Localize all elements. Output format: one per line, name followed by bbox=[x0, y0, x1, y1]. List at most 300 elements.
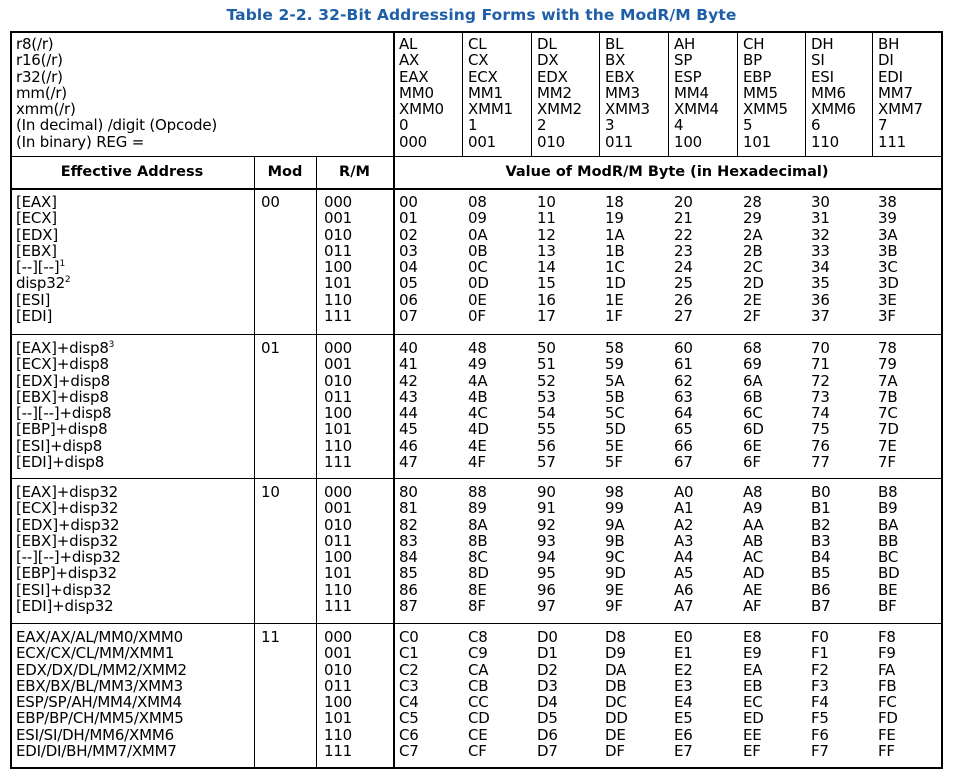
reg-column-line bbox=[674, 101, 719, 117]
modrm-hex-column-text: 8D bbox=[468, 564, 489, 583]
modrm-hex-column-line bbox=[468, 389, 489, 405]
modrm-hex-column-line bbox=[674, 662, 693, 678]
modrm-hex-column-line bbox=[399, 275, 418, 291]
modrm-hex-column-text: 75 bbox=[811, 420, 830, 439]
modrm-hex-column-text: 28 bbox=[743, 193, 762, 211]
modrm-hex-column-line bbox=[878, 259, 899, 275]
effective-address-list-text: [EAX]+disp8 bbox=[16, 339, 109, 357]
modrm-hex-column-text: 0E bbox=[468, 290, 487, 309]
modrm-hex-column bbox=[878, 484, 899, 614]
modrm-hex-column-text: C2 bbox=[399, 660, 419, 679]
reg-column-text: DI bbox=[878, 51, 894, 70]
modrm-hex-column-text: D2 bbox=[537, 660, 558, 679]
header-mod: Mod bbox=[267, 164, 303, 180]
modrm-hex-column-line bbox=[468, 243, 489, 259]
modrm-hex-column-text: 88 bbox=[468, 483, 487, 501]
rm-list-line bbox=[324, 308, 352, 324]
modrm-hex-column-line bbox=[743, 484, 764, 500]
modrm-hex-column-line bbox=[605, 454, 626, 470]
modrm-hex-column-text: 66 bbox=[674, 436, 693, 455]
modrm-hex-column-line bbox=[468, 373, 489, 389]
modrm-hex-column-line bbox=[605, 210, 626, 226]
modrm-hex-column-text: 00 bbox=[399, 193, 418, 211]
mod-value bbox=[261, 629, 280, 645]
modrm-hex-column-text: F6 bbox=[811, 725, 829, 744]
modrm-hex-column-text: E6 bbox=[674, 725, 693, 744]
modrm-hex-column-line bbox=[811, 243, 830, 259]
modrm-hex-column bbox=[605, 629, 628, 759]
effective-address-list-text: ESI/SI/DH/MM6/XMM6 bbox=[16, 725, 174, 744]
rule-line bbox=[254, 156, 255, 767]
modrm-hex-column-line bbox=[743, 710, 764, 726]
modrm-hex-column-line bbox=[468, 500, 489, 516]
modrm-hex-column-line bbox=[399, 727, 419, 743]
modrm-hex-column-text: 82 bbox=[399, 515, 418, 534]
reg-column-line bbox=[537, 134, 582, 150]
modrm-hex-column-line bbox=[468, 743, 490, 759]
modrm-hex-column-line bbox=[605, 227, 626, 243]
modrm-hex-column-line bbox=[468, 517, 489, 533]
reg-column-text: MM1 bbox=[468, 83, 503, 102]
reg-labels-text: r8(/r) bbox=[16, 35, 54, 53]
mod-value-line bbox=[261, 194, 280, 210]
modrm-hex-column-line bbox=[743, 194, 764, 210]
modrm-hex-column-text: 63 bbox=[674, 387, 693, 406]
modrm-hex-column-text: F8 bbox=[878, 628, 896, 646]
reg-column-text: EDI bbox=[878, 67, 903, 86]
reg-column-text: CH bbox=[743, 35, 765, 53]
modrm-hex-column-text: 6B bbox=[743, 387, 763, 406]
rm-list-text: 100 bbox=[324, 693, 353, 712]
reg-column-line bbox=[468, 134, 513, 150]
effective-address-list-line bbox=[16, 662, 187, 678]
reg-column-text: ESP bbox=[674, 67, 702, 86]
reg-column-line bbox=[811, 134, 856, 150]
rm-list-text: 101 bbox=[324, 274, 353, 293]
modrm-hex-column-line bbox=[605, 308, 626, 324]
effective-address-list-text: [EDX] bbox=[16, 225, 59, 244]
modrm-hex-column-text: EB bbox=[743, 676, 763, 695]
footnote-marker: 3 bbox=[108, 340, 115, 350]
modrm-hex-column-line bbox=[878, 678, 898, 694]
modrm-hex-column-text: 08 bbox=[468, 193, 487, 211]
modrm-hex-column-text: 97 bbox=[537, 597, 556, 616]
modrm-hex-column-text: 17 bbox=[537, 307, 556, 326]
reg-column bbox=[743, 36, 788, 150]
reg-labels-line bbox=[16, 117, 217, 133]
modrm-hex-column-line bbox=[537, 598, 556, 614]
effective-address-list bbox=[16, 484, 121, 614]
modrm-hex-column-line bbox=[811, 373, 830, 389]
modrm-hex-column-text: 9B bbox=[605, 531, 625, 550]
modrm-hex-column bbox=[468, 629, 490, 759]
effective-address-list-text: [ECX]+disp32 bbox=[16, 499, 119, 518]
reg-column-line bbox=[878, 101, 923, 117]
modrm-hex-column-text: AD bbox=[743, 564, 765, 583]
modrm-hex-column-line bbox=[537, 710, 558, 726]
modrm-hex-column-text: A2 bbox=[674, 515, 694, 534]
modrm-hex-column-line bbox=[537, 727, 558, 743]
modrm-hex-column-line bbox=[674, 438, 693, 454]
rm-list-text: 011 bbox=[324, 241, 353, 260]
rule-line bbox=[805, 31, 806, 156]
rm-list-line bbox=[324, 629, 352, 645]
reg-column-line bbox=[399, 117, 444, 133]
effective-address-list-text: ECX/CX/CL/MM/XMM1 bbox=[16, 644, 175, 663]
modrm-hex-column-text: BF bbox=[878, 597, 897, 616]
reg-column-text: DH bbox=[811, 35, 834, 53]
modrm-hex-column-line bbox=[537, 582, 556, 598]
modrm-hex-column-line bbox=[537, 565, 556, 581]
reg-labels-line bbox=[16, 101, 217, 117]
modrm-hex-column-text: AA bbox=[743, 515, 764, 534]
rm-list bbox=[324, 194, 352, 324]
modrm-hex-column bbox=[605, 194, 626, 324]
modrm-hex-column-text: 87 bbox=[399, 597, 418, 616]
modrm-hex-column-line bbox=[537, 308, 556, 324]
modrm-hex-column-text: 41 bbox=[399, 355, 418, 374]
effective-address-list-text: EDX/DX/DL/MM2/XMM2 bbox=[16, 660, 187, 679]
rm-list bbox=[324, 340, 352, 470]
effective-address-list-line bbox=[16, 438, 114, 454]
modrm-hex-column-text: 38 bbox=[878, 193, 897, 211]
reg-column-line bbox=[674, 134, 719, 150]
reg-column-text: XMM0 bbox=[399, 100, 444, 119]
modrm-hex-column-line bbox=[743, 629, 764, 645]
modrm-hex-column bbox=[537, 629, 558, 759]
modrm-hex-column-text: 0D bbox=[468, 274, 489, 293]
modrm-hex-column-text: 9F bbox=[605, 597, 623, 616]
reg-column-line bbox=[537, 36, 582, 52]
modrm-hex-column-line bbox=[537, 389, 556, 405]
modrm-hex-column-text: FC bbox=[878, 693, 897, 712]
effective-address-list bbox=[16, 629, 187, 759]
modrm-hex-column-line bbox=[743, 340, 764, 356]
modrm-hex-column-line bbox=[605, 275, 626, 291]
reg-column-line bbox=[537, 69, 582, 85]
reg-column-line bbox=[605, 69, 650, 85]
modrm-hex-column-text: 4D bbox=[468, 420, 489, 439]
reg-column-text: AX bbox=[399, 51, 420, 70]
rm-list-text: 110 bbox=[324, 580, 353, 599]
effective-address-list-line bbox=[16, 727, 187, 743]
modrm-hex-column-text: 07 bbox=[399, 307, 418, 326]
modrm-hex-column-line bbox=[468, 598, 489, 614]
modrm-hex-column-line bbox=[878, 275, 899, 291]
rm-list-line bbox=[324, 275, 352, 291]
modrm-hex-column-line bbox=[468, 582, 489, 598]
modrm-hex-column bbox=[811, 484, 830, 614]
modrm-hex-column-text: D3 bbox=[537, 676, 558, 695]
modrm-hex-column-line bbox=[399, 678, 419, 694]
modrm-hex-column-line bbox=[468, 629, 490, 645]
modrm-hex-column-line bbox=[468, 405, 489, 421]
reg-column-text: BL bbox=[605, 35, 624, 53]
effective-address-list-line bbox=[16, 210, 70, 226]
modrm-hex-column-text: F3 bbox=[811, 676, 829, 695]
modrm-hex-column-line bbox=[811, 275, 830, 291]
modrm-hex-column-text: 23 bbox=[674, 241, 693, 260]
effective-address-list-line bbox=[16, 340, 114, 356]
modrm-hex-column-line bbox=[878, 598, 899, 614]
rm-list-text: 111 bbox=[324, 307, 353, 326]
modrm-hex-column-text: 0B bbox=[468, 241, 488, 260]
reg-column-line bbox=[878, 117, 923, 133]
modrm-hex-column-text: 69 bbox=[743, 355, 762, 374]
effective-address-list bbox=[16, 340, 114, 470]
modrm-hex-column-line bbox=[878, 421, 899, 437]
rm-list-line bbox=[324, 565, 352, 581]
modrm-hex-column-line bbox=[674, 356, 693, 372]
modrm-hex-column-line bbox=[399, 598, 418, 614]
modrm-hex-column-line bbox=[878, 710, 898, 726]
reg-column-line bbox=[605, 36, 650, 52]
modrm-hex-column-line bbox=[743, 421, 764, 437]
reg-column-line bbox=[743, 134, 788, 150]
modrm-hex-column-text: B6 bbox=[811, 580, 831, 599]
mod-value bbox=[261, 484, 280, 500]
modrm-hex-column-line bbox=[674, 405, 693, 421]
modrm-hex-column-line bbox=[878, 356, 899, 372]
modrm-hex-column-line bbox=[811, 292, 830, 308]
rm-list-text: 101 bbox=[324, 564, 353, 583]
modrm-hex-column-text: D8 bbox=[605, 628, 626, 646]
reg-column-line bbox=[537, 52, 582, 68]
modrm-hex-column-line bbox=[399, 484, 418, 500]
modrm-hex-column bbox=[605, 340, 626, 470]
rule-line bbox=[10, 31, 943, 33]
modrm-hex-column-text: 39 bbox=[878, 209, 897, 228]
reg-column-line bbox=[743, 85, 788, 101]
modrm-hex-column-line bbox=[399, 517, 418, 533]
modrm-hex-column-line bbox=[537, 549, 556, 565]
modrm-hex-column-text: 73 bbox=[811, 387, 830, 406]
modrm-hex-column-text: FF bbox=[878, 742, 895, 761]
modrm-hex-column-line bbox=[878, 500, 899, 516]
modrm-hex-column-text: CC bbox=[468, 693, 489, 712]
rm-list-text: 110 bbox=[324, 290, 353, 309]
modrm-hex-column-text: 36 bbox=[811, 290, 830, 309]
modrm-hex-column-line bbox=[468, 549, 489, 565]
reg-column-line bbox=[674, 69, 719, 85]
modrm-hex-column-text: EF bbox=[743, 742, 761, 761]
rule-line bbox=[10, 478, 941, 479]
rm-list-line bbox=[324, 500, 352, 516]
reg-column-line bbox=[468, 52, 513, 68]
modrm-hex-column-text: 1D bbox=[605, 274, 626, 293]
modrm-hex-column bbox=[743, 340, 764, 470]
modrm-hex-column-text: 32 bbox=[811, 225, 830, 244]
rm-list-text: 111 bbox=[324, 742, 353, 761]
modrm-hex-column-text: 2A bbox=[743, 225, 763, 244]
rule-line bbox=[737, 31, 738, 156]
modrm-hex-column-line bbox=[605, 694, 628, 710]
modrm-hex-column bbox=[537, 484, 556, 614]
modrm-hex-column-line bbox=[811, 421, 830, 437]
rm-list-line bbox=[324, 662, 352, 678]
modrm-hex-column-line bbox=[674, 694, 693, 710]
modrm-hex-column-text: EE bbox=[743, 725, 762, 744]
modrm-hex-column-text: A7 bbox=[674, 597, 694, 616]
modrm-hex-column-text: 18 bbox=[605, 193, 624, 211]
effective-address-list-text: [--][--]+disp8 bbox=[16, 404, 112, 423]
modrm-hex-column-text: 50 bbox=[537, 339, 556, 357]
rule-line bbox=[462, 31, 463, 156]
effective-address-list-text: [EAX]+disp32 bbox=[16, 483, 118, 501]
modrm-hex-column-line bbox=[468, 421, 489, 437]
modrm-hex-column-line bbox=[674, 389, 693, 405]
reg-column bbox=[605, 36, 650, 150]
modrm-hex-column-line bbox=[537, 662, 558, 678]
modrm-hex-column-line bbox=[743, 582, 764, 598]
modrm-hex-column-text: 68 bbox=[743, 339, 762, 357]
modrm-hex-column-text: 99 bbox=[605, 499, 624, 518]
modrm-hex-column-text: 90 bbox=[537, 483, 556, 501]
modrm-hex-column-text: C7 bbox=[399, 742, 419, 761]
modrm-hex-column-text: 78 bbox=[878, 339, 897, 357]
effective-address-list-line bbox=[16, 517, 121, 533]
modrm-hex-column-text: 31 bbox=[811, 209, 830, 228]
rm-list-line bbox=[324, 210, 352, 226]
modrm-hex-column-text: CE bbox=[468, 725, 488, 744]
modrm-hex-column-text: 91 bbox=[537, 499, 556, 518]
rm-list-text: 111 bbox=[324, 453, 353, 472]
reg-column-line bbox=[743, 36, 788, 52]
modrm-hex-column-line bbox=[537, 405, 556, 421]
reg-column-text: XMM5 bbox=[743, 100, 788, 119]
modrm-hex-column-line bbox=[743, 694, 764, 710]
reg-column-text: MM3 bbox=[605, 83, 640, 102]
reg-column-text: SP bbox=[674, 51, 693, 70]
modrm-hex-column-text: 02 bbox=[399, 225, 418, 244]
modrm-hex-column-text: B5 bbox=[811, 564, 831, 583]
modrm-hex-column bbox=[878, 194, 899, 324]
rm-list-line bbox=[324, 533, 352, 549]
reg-column-line bbox=[811, 36, 856, 52]
modrm-hex-column-text: 84 bbox=[399, 548, 418, 567]
modrm-hex-column-line bbox=[878, 227, 899, 243]
reg-column-text: SI bbox=[811, 51, 825, 70]
reg-column-text: 010 bbox=[537, 132, 566, 151]
modrm-hex-column-line bbox=[811, 565, 830, 581]
modrm-hex-column-line bbox=[811, 598, 830, 614]
modrm-hex-column-text: D0 bbox=[537, 628, 558, 646]
reg-column-line bbox=[537, 101, 582, 117]
modrm-hex-column-text: BE bbox=[878, 580, 898, 599]
modrm-hex-column-text: E8 bbox=[743, 628, 762, 646]
reg-column-line bbox=[605, 134, 650, 150]
modrm-hex-column-text: E0 bbox=[674, 628, 693, 646]
modrm-hex-column-text: 29 bbox=[743, 209, 762, 228]
modrm-hex-column-line bbox=[811, 694, 829, 710]
modrm-hex-column-line bbox=[537, 356, 556, 372]
modrm-hex-column-text: FB bbox=[878, 676, 897, 695]
effective-address-list-line bbox=[16, 694, 187, 710]
modrm-hex-column-line bbox=[674, 243, 693, 259]
modrm-hex-column bbox=[468, 340, 489, 470]
rm-list-line bbox=[324, 598, 352, 614]
modrm-hex-column-text: C0 bbox=[399, 628, 419, 646]
rm-list-text: 001 bbox=[324, 355, 353, 374]
modrm-hex-column-line bbox=[468, 210, 489, 226]
modrm-hex-column-text: 2D bbox=[743, 274, 764, 293]
modrm-hex-column-line bbox=[743, 356, 764, 372]
modrm-hex-column-text: 1E bbox=[605, 290, 624, 309]
modrm-hex-column-text: DD bbox=[605, 709, 628, 728]
rm-list-text: 100 bbox=[324, 258, 353, 277]
modrm-hex-column-line bbox=[878, 743, 898, 759]
effective-address-list-line bbox=[16, 292, 70, 308]
modrm-hex-column bbox=[878, 629, 898, 759]
modrm-hex-column-line bbox=[674, 565, 693, 581]
modrm-hex-column-text: 15 bbox=[537, 274, 556, 293]
reg-column-line bbox=[399, 69, 444, 85]
modrm-hex-column-line bbox=[537, 292, 556, 308]
reg-column-line bbox=[878, 134, 923, 150]
modrm-hex-column-line bbox=[399, 405, 418, 421]
rule-line bbox=[872, 31, 873, 156]
modrm-hex-column-text: FE bbox=[878, 725, 896, 744]
reg-column-line bbox=[468, 36, 513, 52]
effective-address-list-line bbox=[16, 743, 187, 759]
modrm-hex-column-line bbox=[878, 484, 899, 500]
modrm-hex-column-text: 6C bbox=[743, 404, 763, 423]
modrm-hex-column-line bbox=[399, 389, 418, 405]
effective-address-list-line bbox=[16, 484, 121, 500]
modrm-hex-column bbox=[674, 484, 693, 614]
modrm-hex-column-text: D6 bbox=[537, 725, 558, 744]
modrm-hex-column-text: 05 bbox=[399, 274, 418, 293]
modrm-hex-column-line bbox=[878, 533, 899, 549]
modrm-hex-column-line bbox=[605, 678, 628, 694]
modrm-hex-column-text: 61 bbox=[674, 355, 693, 374]
modrm-hex-column-line bbox=[605, 484, 626, 500]
rule-line bbox=[10, 623, 941, 624]
modrm-hex-column-text: 60 bbox=[674, 339, 693, 357]
modrm-hex-column-text: A1 bbox=[674, 499, 694, 518]
modrm-hex-column-line bbox=[605, 533, 626, 549]
modrm-hex-column-line bbox=[878, 194, 899, 210]
modrm-hex-column-line bbox=[743, 438, 764, 454]
modrm-hex-column-line bbox=[605, 549, 626, 565]
modrm-hex-column-line bbox=[468, 484, 489, 500]
modrm-hex-column-text: C3 bbox=[399, 676, 419, 695]
rm-list-line bbox=[324, 356, 352, 372]
modrm-hex-column-text: E5 bbox=[674, 709, 693, 728]
modrm-hex-column-text: AB bbox=[743, 531, 764, 550]
modrm-hex-column-text: 42 bbox=[399, 371, 418, 390]
modrm-hex-column-text: C1 bbox=[399, 644, 419, 663]
reg-column-text: 110 bbox=[811, 132, 840, 151]
modrm-hex-column-line bbox=[468, 340, 489, 356]
reg-column-line bbox=[674, 85, 719, 101]
modrm-hex-column-line bbox=[537, 210, 556, 226]
modrm-hex-column-line bbox=[674, 517, 693, 533]
modrm-hex-column-line bbox=[743, 500, 764, 516]
reg-column-line bbox=[811, 101, 856, 117]
modrm-hex-column-text: EC bbox=[743, 693, 763, 712]
modrm-hex-column-text: 20 bbox=[674, 193, 693, 211]
modrm-hex-column-text: AF bbox=[743, 597, 762, 616]
rm-list-line bbox=[324, 243, 352, 259]
effective-address-list-text: EBP/BP/CH/MM5/XMM5 bbox=[16, 709, 184, 728]
reg-column-text: XMM2 bbox=[537, 100, 582, 119]
modrm-hex-column-line bbox=[468, 194, 489, 210]
modrm-hex-column-text: 14 bbox=[537, 258, 556, 277]
modrm-hex-column-line bbox=[468, 259, 489, 275]
effective-address-list-text: EBX/BX/BL/MM3/XMM3 bbox=[16, 676, 184, 695]
effective-address-list-line bbox=[16, 389, 114, 405]
